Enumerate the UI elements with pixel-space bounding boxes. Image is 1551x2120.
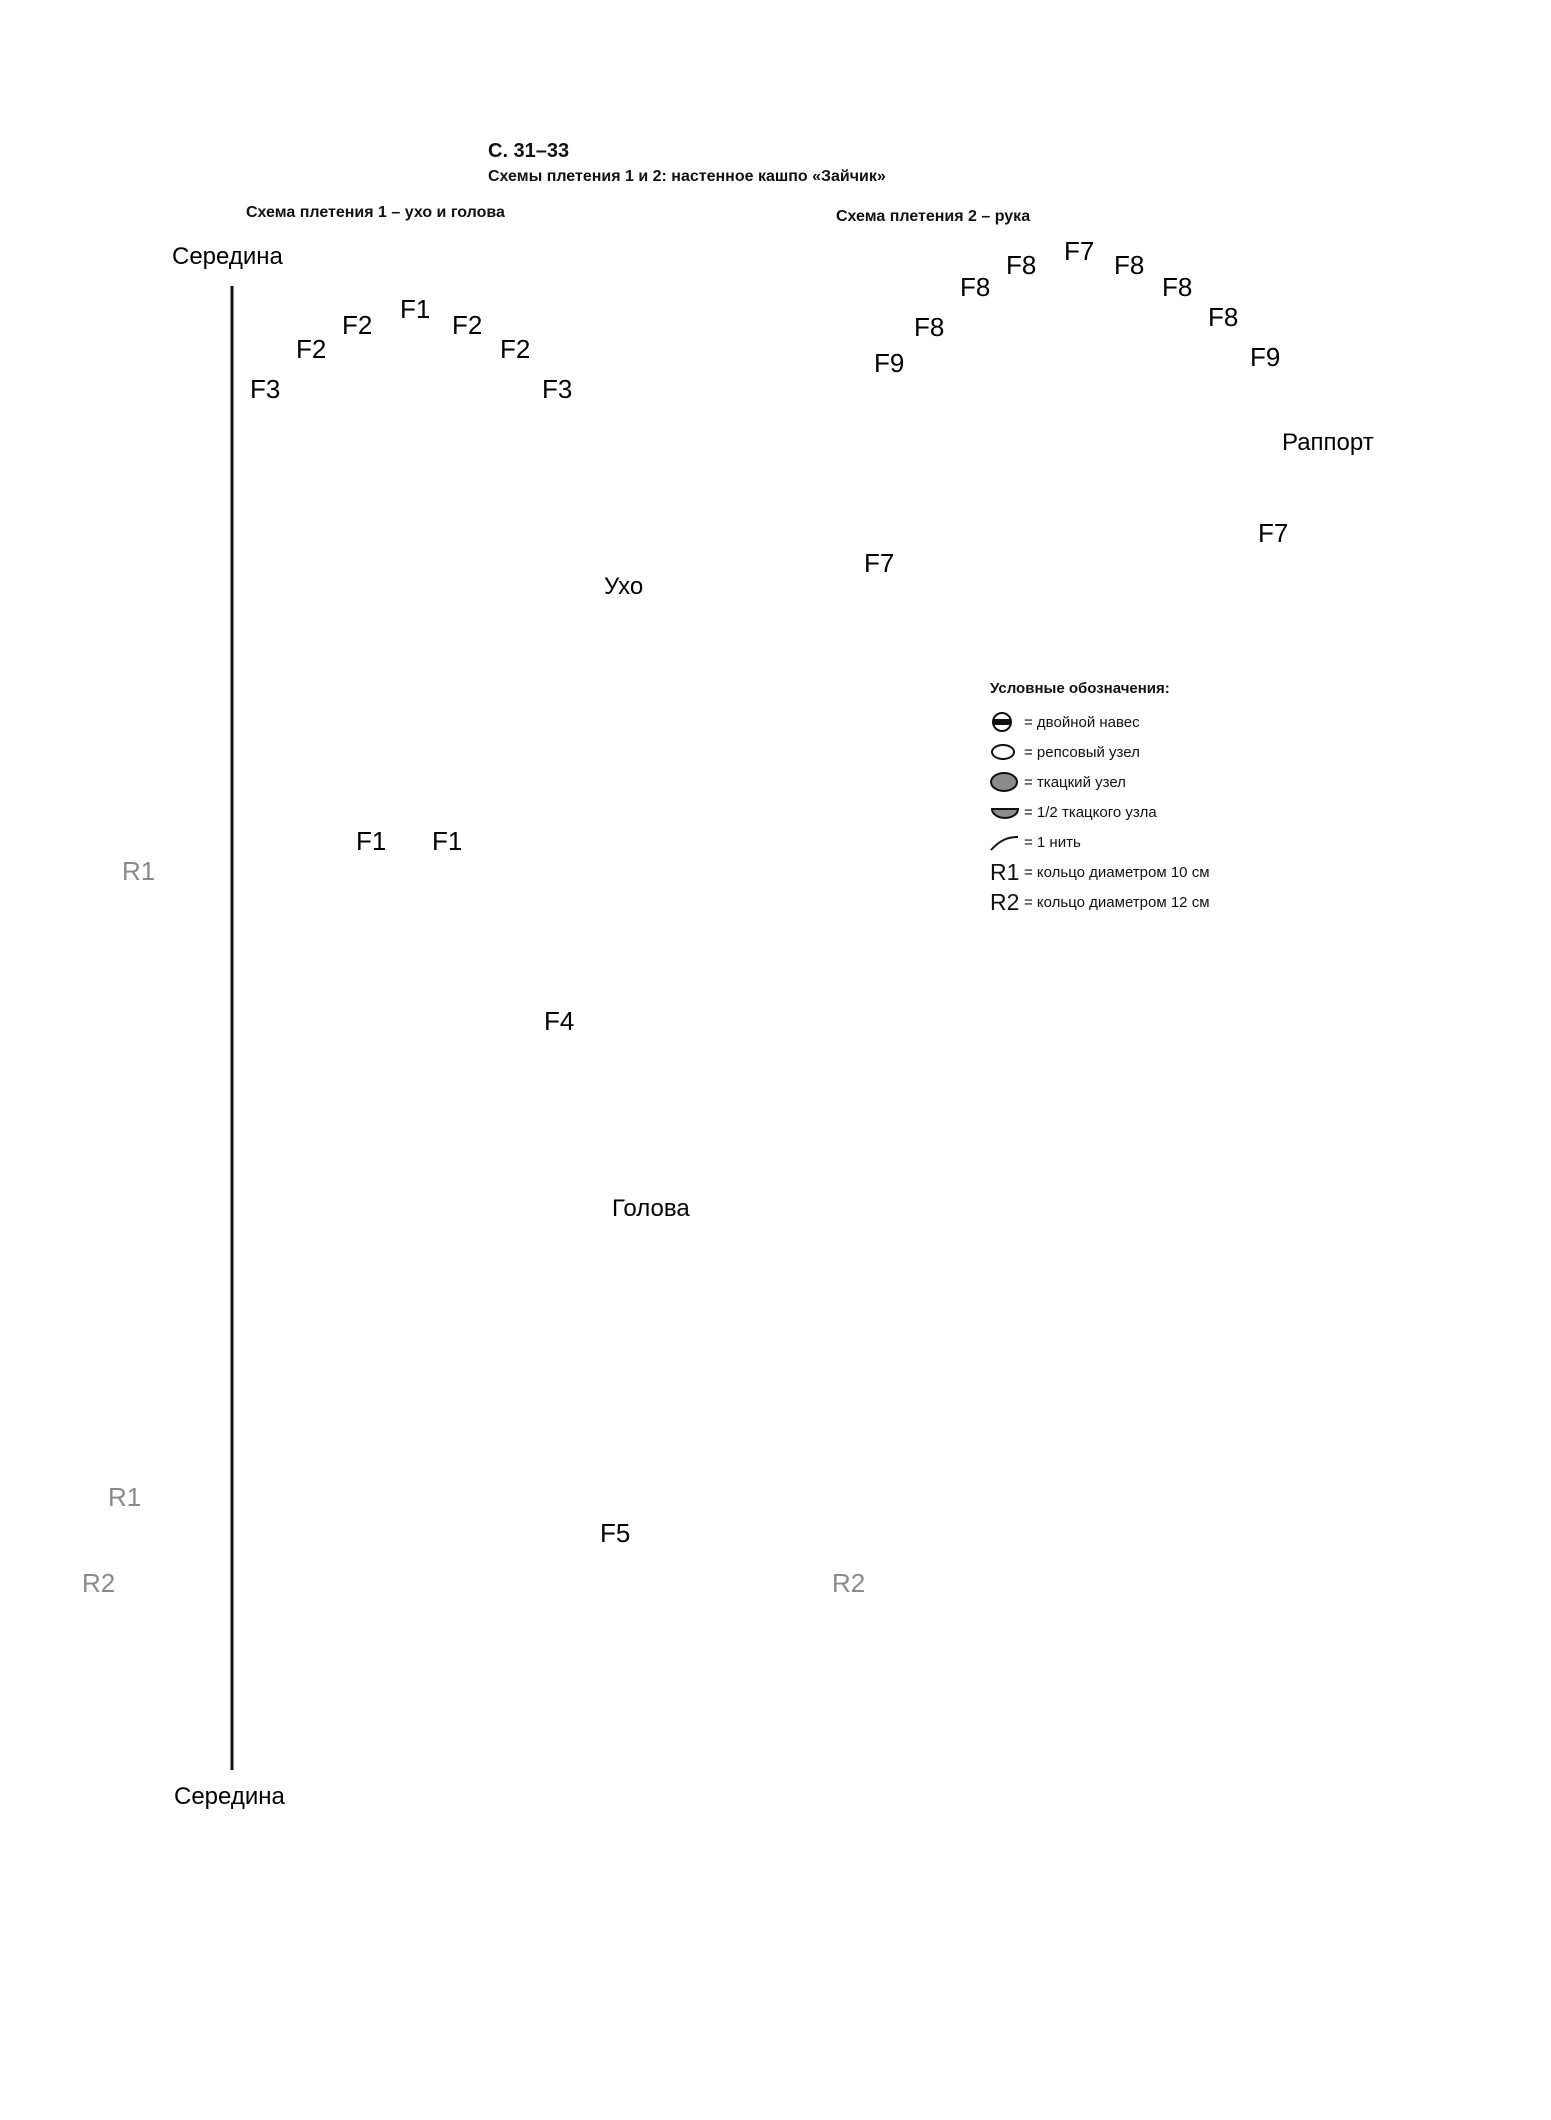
label-f2-r2: F2 <box>500 334 531 364</box>
legend-title: Условные обозначения: <box>990 680 1170 697</box>
middle-label-top: Середина <box>172 243 283 270</box>
label-f8-5: F8 <box>914 312 945 342</box>
label-f8-3: F8 <box>960 272 991 302</box>
reps-knot-icon <box>990 740 1024 764</box>
repeat-label: Раппорт <box>1282 429 1374 456</box>
label-f1-l: F1 <box>356 826 387 856</box>
legend-item-reps-knot <box>990 737 1350 767</box>
double-hitch-icon <box>990 710 1024 734</box>
label-f8-2: F8 <box>1114 250 1145 280</box>
legend-text: = репсовый узел <box>1024 743 1140 761</box>
label-f8-6: F8 <box>1208 302 1239 332</box>
label-f9-r: F9 <box>1250 342 1281 372</box>
legend-text: = 1 нить <box>1024 833 1081 851</box>
legend-item-half-weaving-knot <box>990 797 1350 827</box>
main-title: Схемы плетения 1 и 2: настенное кашпо «Зайчик» <box>488 168 886 185</box>
ring-r2-symbol: R2 <box>990 888 1020 915</box>
label-f7-left: F7 <box>864 548 895 578</box>
legend-item-thread <box>990 827 1350 857</box>
label-f2-l1: F2 <box>342 310 373 340</box>
legend-text: = 1/2 ткацкого узла <box>1024 803 1157 821</box>
label-f2-r1: F2 <box>452 310 483 340</box>
labels <box>864 236 1374 578</box>
scheme2-title: Схема плетения 2 – рука <box>836 208 1031 225</box>
label-f2-l2: F2 <box>296 334 327 364</box>
half-weaving-knot-icon <box>990 800 1024 824</box>
label-f1-r: F1 <box>432 826 463 856</box>
label-f3-l: F3 <box>250 374 281 404</box>
middle-label-bottom: Середина <box>174 1783 285 1810</box>
scheme1-title: Схема плетения 1 – ухо и голова <box>246 204 505 221</box>
label-r2-left: R2 <box>82 1568 116 1598</box>
weaving-knot-icon <box>990 770 1024 794</box>
legend-text: = кольцо диаметром 10 см <box>1024 863 1210 881</box>
head-label: Голова <box>612 1195 690 1222</box>
legend-item-weaving-knot <box>990 767 1350 797</box>
legend-text: = двойной навес <box>1024 713 1140 731</box>
ring-r1-symbol: R1 <box>990 858 1020 885</box>
legend-text: = ткацкий узел <box>1024 773 1126 791</box>
ear-label: Ухо <box>604 573 644 600</box>
page-reference: С. 31–33 <box>488 140 570 162</box>
legend-item-r2 <box>990 887 1350 917</box>
legend-item-double-hitch <box>990 707 1350 737</box>
label-f7-top: F7 <box>1064 236 1095 266</box>
legend-text: = кольцо диаметром 12 см <box>1024 893 1210 911</box>
label-f3-r: F3 <box>542 374 573 404</box>
legend-item-r1 <box>990 857 1350 887</box>
legend <box>990 680 1350 917</box>
thread-icon <box>990 830 1024 854</box>
label-r1-top: R1 <box>122 856 156 886</box>
label-f7-right: F7 <box>1258 518 1289 548</box>
label-f8-4: F8 <box>1162 272 1193 302</box>
label-f4: F4 <box>544 1006 575 1036</box>
label-r1-bottom: R1 <box>108 1482 142 1512</box>
label-f8-1: F8 <box>1006 250 1037 280</box>
label-f9-l: F9 <box>874 348 905 378</box>
label-f1-top: F1 <box>400 294 431 324</box>
label-r2-right: R2 <box>832 1568 866 1598</box>
label-f5: F5 <box>600 1518 631 1548</box>
